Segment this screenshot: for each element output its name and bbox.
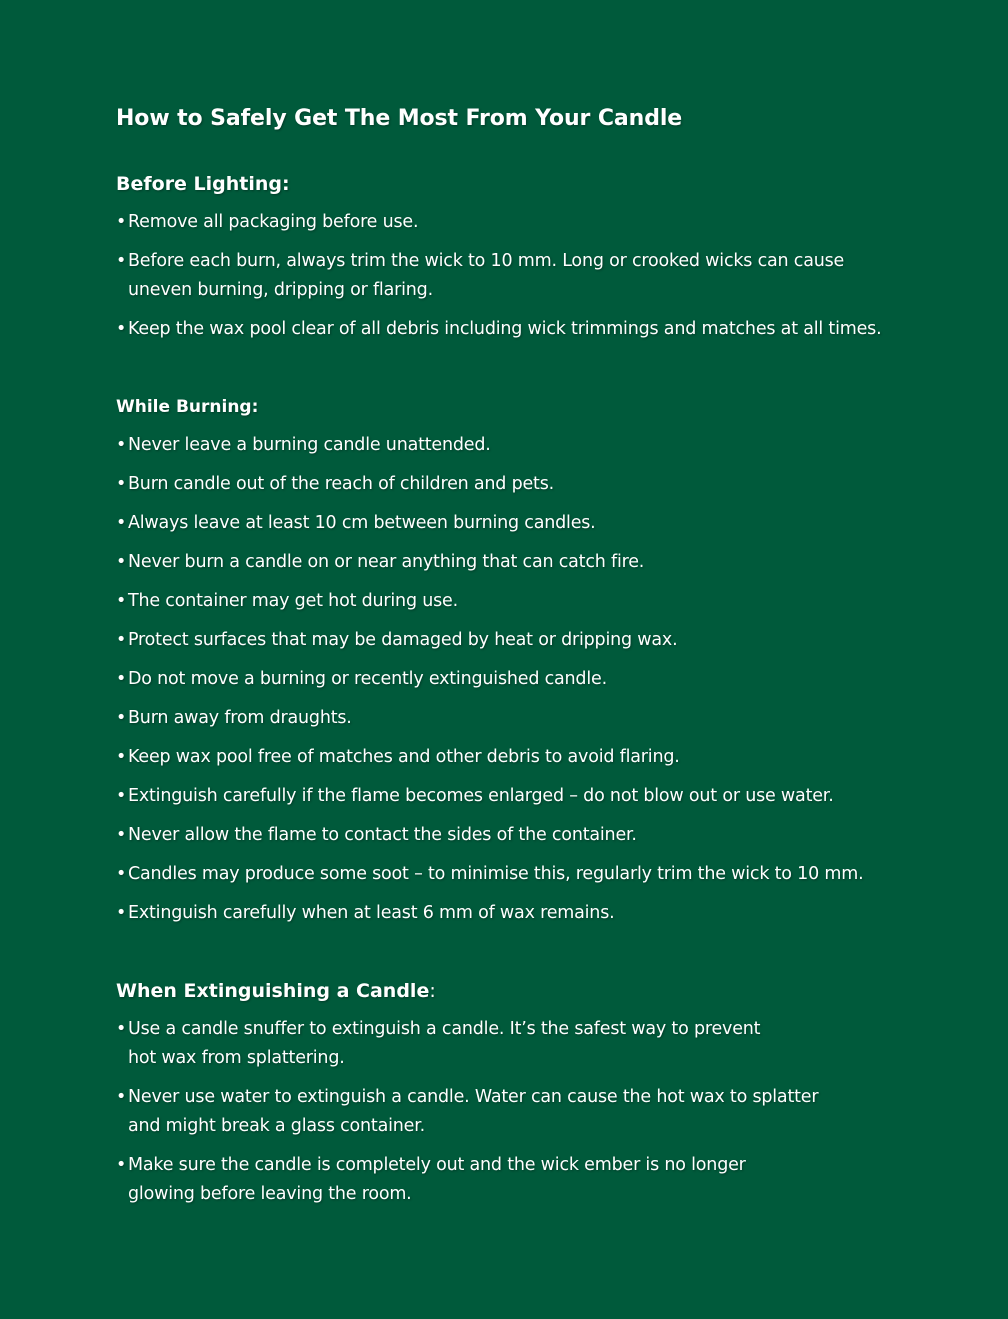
section-before-lighting <box>116 170 936 344</box>
section-heading-text: When Extinguishing a Candle <box>116 980 430 1002</box>
list-item: • Extinguish carefully if the flame becomes enlarged – do not blow out or use water. <box>116 782 936 811</box>
list-when-extinguishing <box>116 1015 936 1209</box>
list-item: • Keep the wax pool clear of all debris including wick trimmings and matches at all times. <box>116 315 936 344</box>
list-item: • Candles may produce some soot – to minimise this, regularly trim the wick to 10 mm. <box>116 860 936 889</box>
section-heading-when-extinguishing <box>116 977 936 1005</box>
section-divider <box>116 354 936 393</box>
list-item: • Make sure the candle is completely out and the wick ember is no longer glowing before leaving the room. <box>116 1151 778 1209</box>
list-item: • Always leave at least 10 cm between burning candles. <box>116 509 936 538</box>
section-while-burning <box>116 393 936 928</box>
section-when-extinguishing <box>116 977 936 1209</box>
list-item: • Never allow the flame to contact the sides of the container. <box>116 821 936 850</box>
list-item: • Never use water to extinguish a candle. Water can cause the hot wax to splatter and might break a glass container. <box>116 1083 833 1141</box>
list-item: • Before each burn, always trim the wick to 10 mm. Long or crooked wicks can cause uneven burning, dripping or flaring. <box>116 247 858 305</box>
list-item: • Protect surfaces that may be damaged by heat or dripping wax. <box>116 626 936 655</box>
list-item: • Use a candle snuffer to extinguish a candle. It’s the safest way to prevent hot wax from splattering. <box>116 1015 778 1073</box>
list-before-lighting <box>116 208 936 344</box>
list-item: • Remove all packaging before use. <box>116 208 936 237</box>
page-title: How to Safely Get The Most From Your Candle <box>116 106 683 131</box>
list-while-burning <box>116 431 936 928</box>
section-heading-before-lighting: Before Lighting: <box>116 173 290 195</box>
list-item: • Never leave a burning candle unattended. <box>116 431 936 460</box>
section-divider <box>116 938 936 977</box>
list-item: • Extinguish carefully when at least 6 mm of wax remains. <box>116 899 936 928</box>
content <box>116 104 936 1219</box>
list-item: • Burn away from draughts. <box>116 704 936 733</box>
list-item: • Keep wax pool free of matches and other debris to avoid flaring. <box>116 743 936 772</box>
section-heading-while-burning: While Burning: <box>116 397 259 417</box>
list-item: • The container may get hot during use. <box>116 587 936 616</box>
section-heading-colon: : <box>429 980 436 1002</box>
list-item: • Do not move a burning or recently extinguished candle. <box>116 665 936 694</box>
list-item: • Burn candle out of the reach of children and pets. <box>116 470 936 499</box>
list-item: • Never burn a candle on or near anything that can catch fire. <box>116 548 936 577</box>
